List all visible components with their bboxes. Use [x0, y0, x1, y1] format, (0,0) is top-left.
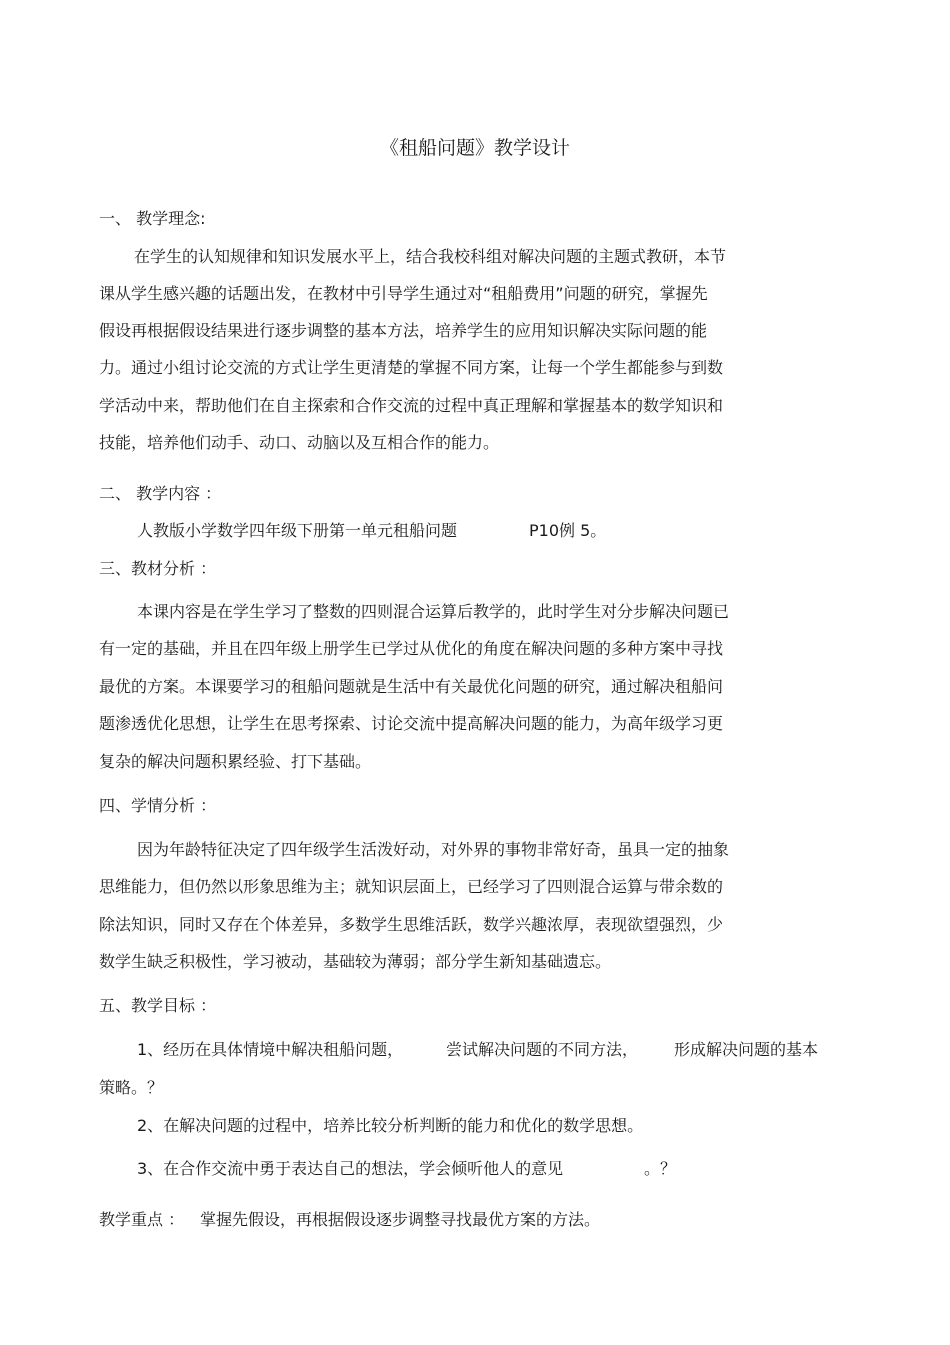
section-1-line-6: 技能，培养他们动手、动口、动脑以及互相合作的能力。 [99, 433, 500, 452]
section-heading-1: 一、 教学理念: [99, 209, 206, 228]
document-title: 《租船问题》教学设计 [379, 137, 570, 159]
goal-2: 2、在解决问题的过程中，培养比较分析判断的能力和优化的数学思想。 [137, 1116, 644, 1135]
goal-3-part-1: 3、在合作交流中勇于表达自己的想法，学会倾听他人的意见 [137, 1159, 564, 1178]
section-2-line-2: P10例 5。 [529, 521, 607, 540]
section-2-line-1: 人教版小学数学四年级下册第一单元租船问题 [137, 521, 458, 540]
section-1-line-5: 学活动中来，帮助他们在自主探索和合作交流的过程中真正理解和掌握基本的数学知识和 [99, 396, 724, 415]
section-4-line-4: 数学生缺乏积极性，学习被动，基础较为薄弱；部分学生新知基础遗忘。 [99, 952, 612, 971]
section-4-line-2: 思维能力，但仍然以形象思维为主；就知识层面上，已经学习了四则混合运算与带余数的 [99, 877, 724, 896]
goal-1-part-1: 1、经历在具体情境中解决租船问题， [137, 1040, 404, 1059]
section-heading-3: 三、教材分析 ： [99, 559, 217, 578]
goal-1-part-2: 尝试解决问题的不同方法， [446, 1040, 639, 1059]
section-heading-5: 五、教学目标 ： [99, 996, 217, 1015]
section-4-line-1: 因为年龄特征决定了四年级学生活泼好动，对外界的事物非常好奇，虽具一定的抽象 [137, 840, 730, 859]
goal-1-part-3: 形成解决问题的基本 [674, 1040, 819, 1059]
section-4-line-3: 除法知识，同时又存在个体差异，多数学生思维活跃，数学兴趣浓厚，表现欲望强烈，少 [99, 915, 724, 934]
key-point-label: 教学重点 ： [99, 1210, 185, 1229]
key-point-text: 掌握先假设，再根据假设逐步调整寻找最优方案的方法。 [200, 1210, 601, 1229]
section-1-line-1: 在学生的认知规律和知识发展水平上，结合我校科组对解决问题的主题式教研，本节 [134, 247, 727, 266]
section-3-line-4: 题渗透优化思想，让学生在思考探索、讨论交流中提高解决问题的能力，为高年级学习更 [99, 714, 724, 733]
section-1-line-3: 假设再根据假设结果进行逐步调整的基本方法，培养学生的应用知识解决实际问题的能 [99, 321, 708, 340]
goal-3-part-2: 。？ [644, 1159, 677, 1178]
section-1-line-2: 课从学生感兴趣的话题出发，在教材中引导学生通过对“租船费用”问题的研究，掌握先 [99, 284, 708, 303]
section-3-line-1: 本课内容是在学生学习了整数的四则混合运算后教学的，此时学生对分步解决问题已 [137, 602, 730, 621]
section-3-line-3: 最优的方案。本课要学习的租船问题就是生活中有关最优化问题的研究，通过解决租船问 [99, 677, 724, 696]
section-heading-2: 二、 教学内容 ： [99, 484, 222, 503]
goal-1-continuation: 策略。？ [99, 1078, 164, 1097]
section-3-line-5: 复杂的解决问题积累经验、打下基础。 [99, 752, 372, 771]
section-heading-4: 四、学情分析 ： [99, 796, 217, 815]
section-3-line-2: 有一定的基础，并且在四年级上册学生已学过从优化的角度在解决问题的多种方案中寻找 [99, 639, 724, 658]
section-1-line-4: 力。通过小组讨论交流的方式让学生更清楚的掌握不同方案，让每一个学生都能参与到数 [99, 358, 724, 377]
